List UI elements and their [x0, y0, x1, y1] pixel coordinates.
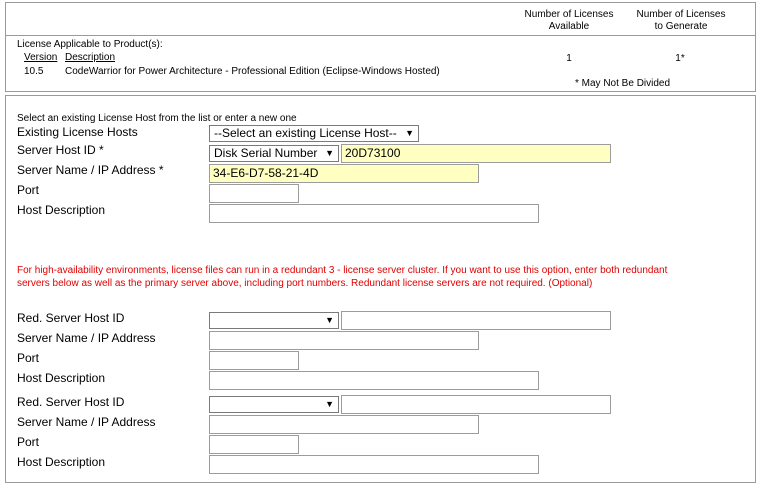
- chevron-down-icon: ▼: [325, 148, 334, 158]
- redundant-notice-line2: servers below as well as the primary server above, including port numbers. Redundant license servers are not required. (Optional): [17, 278, 593, 289]
- chevron-down-icon: ▼: [405, 128, 414, 138]
- red-server-1-host-id-input[interactable]: [341, 311, 611, 330]
- red-server-1-name-label: Server Name / IP Address: [17, 331, 156, 345]
- chevron-down-icon: ▼: [325, 399, 334, 409]
- red-server-2-name-input[interactable]: [209, 415, 479, 434]
- product-description: CodeWarrior for Power Architecture - Professional Edition (Eclipse-Windows Hosted): [65, 66, 440, 77]
- red-server-1-host-id-label: Red. Server Host ID: [17, 311, 125, 325]
- red-server-2-port-label: Port: [17, 435, 40, 449]
- may-not-be-divided-note: * May Not Be Divided: [575, 78, 671, 89]
- server-name-input[interactable]: 34-E6-D7-58-21-4D: [209, 164, 479, 183]
- description-column-header: Description: [65, 52, 116, 63]
- port-input[interactable]: [209, 184, 299, 203]
- col-header-available: [512, 9, 626, 33]
- host-description-label: Host Description: [17, 203, 106, 217]
- red-server-1-name-input[interactable]: [209, 331, 479, 350]
- product-version: 10.5: [24, 66, 44, 77]
- red-server-2-name-label: Server Name / IP Address: [17, 415, 156, 429]
- col-header-generate-line2: to Generate: [654, 21, 708, 32]
- red-server-2-host-id-type-select[interactable]: [209, 396, 339, 413]
- red-server-1-host-id-type-select[interactable]: [209, 312, 339, 329]
- red-server-1-desc-label: Host Description: [17, 371, 106, 385]
- red-server-1-port-label: Port: [17, 351, 40, 365]
- server-host-id-type-select[interactable]: [209, 145, 339, 162]
- red-server-2-desc-label: Host Description: [17, 455, 106, 469]
- host-description-input[interactable]: [209, 204, 539, 223]
- chevron-down-icon: ▼: [325, 315, 334, 325]
- red-server-2-host-id-input[interactable]: [341, 395, 611, 414]
- server-name-label: Server Name / IP Address *: [17, 163, 164, 177]
- existing-hosts-label: Existing License Hosts: [17, 125, 138, 139]
- host-form-intro: Select an existing License Host from the list or enter a new one: [17, 113, 297, 124]
- port-label: Port: [17, 183, 40, 197]
- server-host-id-label: Server Host ID *: [17, 143, 104, 157]
- col-header-available-line1: Number of Licenses: [524, 9, 614, 20]
- header-divider: [5, 35, 756, 36]
- licenses-to-generate-value: 1*: [675, 53, 685, 64]
- server-host-id-input[interactable]: 20D73100: [341, 144, 611, 163]
- red-server-1-port-input[interactable]: [209, 351, 299, 370]
- col-header-available-line2: Available: [548, 21, 590, 32]
- red-server-2-host-id-label: Red. Server Host ID: [17, 395, 125, 409]
- col-header-generate: [624, 9, 738, 33]
- product-applicable-label: License Applicable to Product(s):: [17, 39, 163, 50]
- red-server-2-port-input[interactable]: [209, 435, 299, 454]
- red-server-2-desc-input[interactable]: [209, 455, 539, 474]
- col-header-generate-line1: Number of Licenses: [636, 9, 726, 20]
- red-server-1-desc-input[interactable]: [209, 371, 539, 390]
- existing-hosts-select[interactable]: [209, 125, 419, 142]
- existing-hosts-selected-value: --Select an existing License Host--: [214, 126, 397, 140]
- server-host-id-type-value: Disk Serial Number: [214, 146, 318, 160]
- version-column-header: Version: [24, 52, 58, 63]
- licenses-available-value: 1: [566, 53, 572, 64]
- redundant-notice-line1: For high-availability environments, license files can run in a redundant 3 - license server cluster. If you want to use this option, enter both redundant: [17, 265, 668, 276]
